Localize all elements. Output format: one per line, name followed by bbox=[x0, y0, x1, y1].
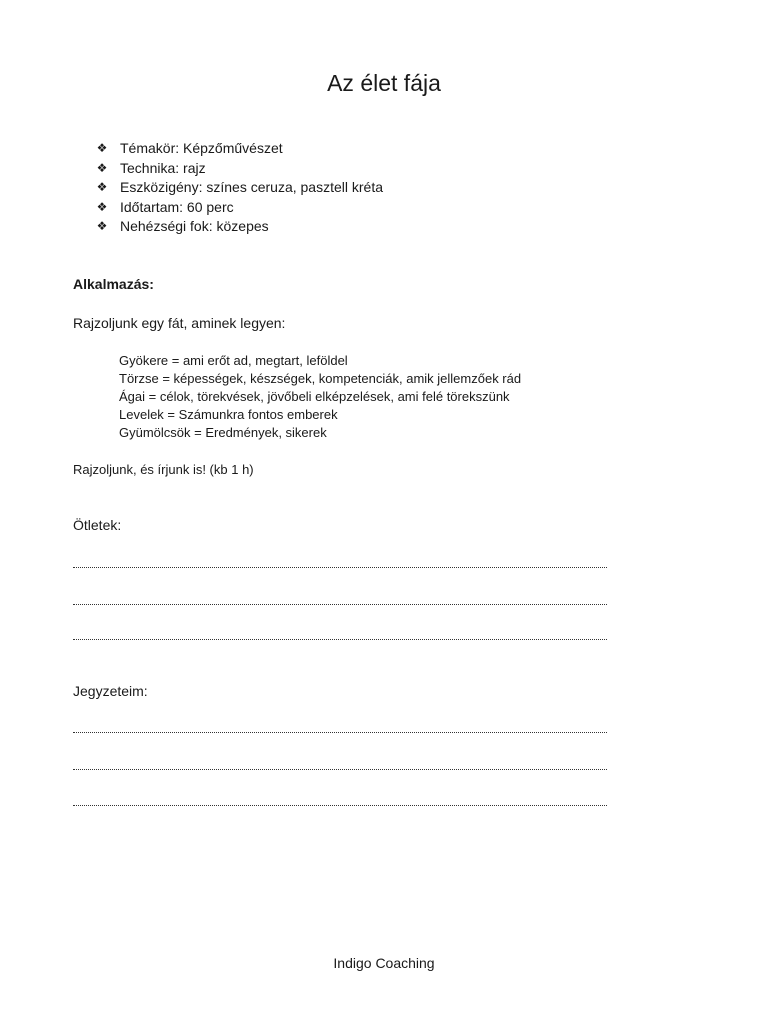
intro-text: Rajzoljunk egy fát, aminek legyen: bbox=[73, 315, 286, 331]
detail-topic: Témakör: Képzőművészet bbox=[120, 140, 283, 156]
activity-details-list bbox=[96, 139, 383, 237]
list-item bbox=[96, 178, 383, 198]
ideas-writing-line bbox=[73, 639, 607, 640]
closing-instruction: Rajzoljunk, és írjunk is! (kb 1 h) bbox=[73, 462, 254, 477]
diamond-bullet-icon: ❖ bbox=[96, 219, 108, 234]
application-heading: Alkalmazás: bbox=[73, 276, 154, 292]
ideas-writing-line bbox=[73, 567, 607, 568]
ideas-label: Ötletek: bbox=[73, 517, 122, 533]
definition-leaves: Levelek = Számunkra fontos emberek bbox=[119, 407, 338, 422]
notes-writing-line bbox=[73, 732, 607, 733]
detail-duration: Időtartam: 60 perc bbox=[120, 198, 234, 215]
list-item bbox=[96, 139, 383, 159]
list-item bbox=[96, 198, 383, 218]
definition-roots: Gyökere = ami erőt ad, megtart, leföldel bbox=[119, 353, 348, 368]
notes-label: Jegyzeteim: bbox=[73, 683, 148, 699]
list-item bbox=[96, 217, 383, 237]
diamond-bullet-icon: ❖ bbox=[96, 180, 108, 195]
definition-branches: Ágai = célok, törekvések, jövőbeli elképzelések, ami felé törekszünk bbox=[119, 389, 510, 404]
detail-difficulty: Nehézségi fok: közepes bbox=[120, 218, 269, 235]
diamond-bullet-icon: ❖ bbox=[96, 199, 108, 214]
footer-brand: Indigo Coaching bbox=[333, 955, 435, 971]
definition-fruits: Gyümölcsök = Eredmények, sikerek bbox=[119, 425, 327, 440]
detail-materials: Eszközigény: színes ceruza, pasztell kréta bbox=[120, 179, 384, 196]
definition-trunk: Törzse = képességek, készségek, kompetenciák, amik jellemzőek rád bbox=[119, 371, 522, 386]
notes-writing-line bbox=[73, 805, 607, 806]
list-item bbox=[96, 159, 383, 179]
ideas-writing-line bbox=[73, 604, 607, 605]
diamond-bullet-icon: ❖ bbox=[96, 160, 108, 175]
tree-definitions-list bbox=[119, 352, 521, 442]
diamond-bullet-icon: ❖ bbox=[96, 141, 108, 155]
notes-writing-line bbox=[73, 769, 607, 770]
detail-technique: Technika: rajz bbox=[120, 159, 206, 176]
page-title: Az élet fája bbox=[327, 70, 441, 96]
